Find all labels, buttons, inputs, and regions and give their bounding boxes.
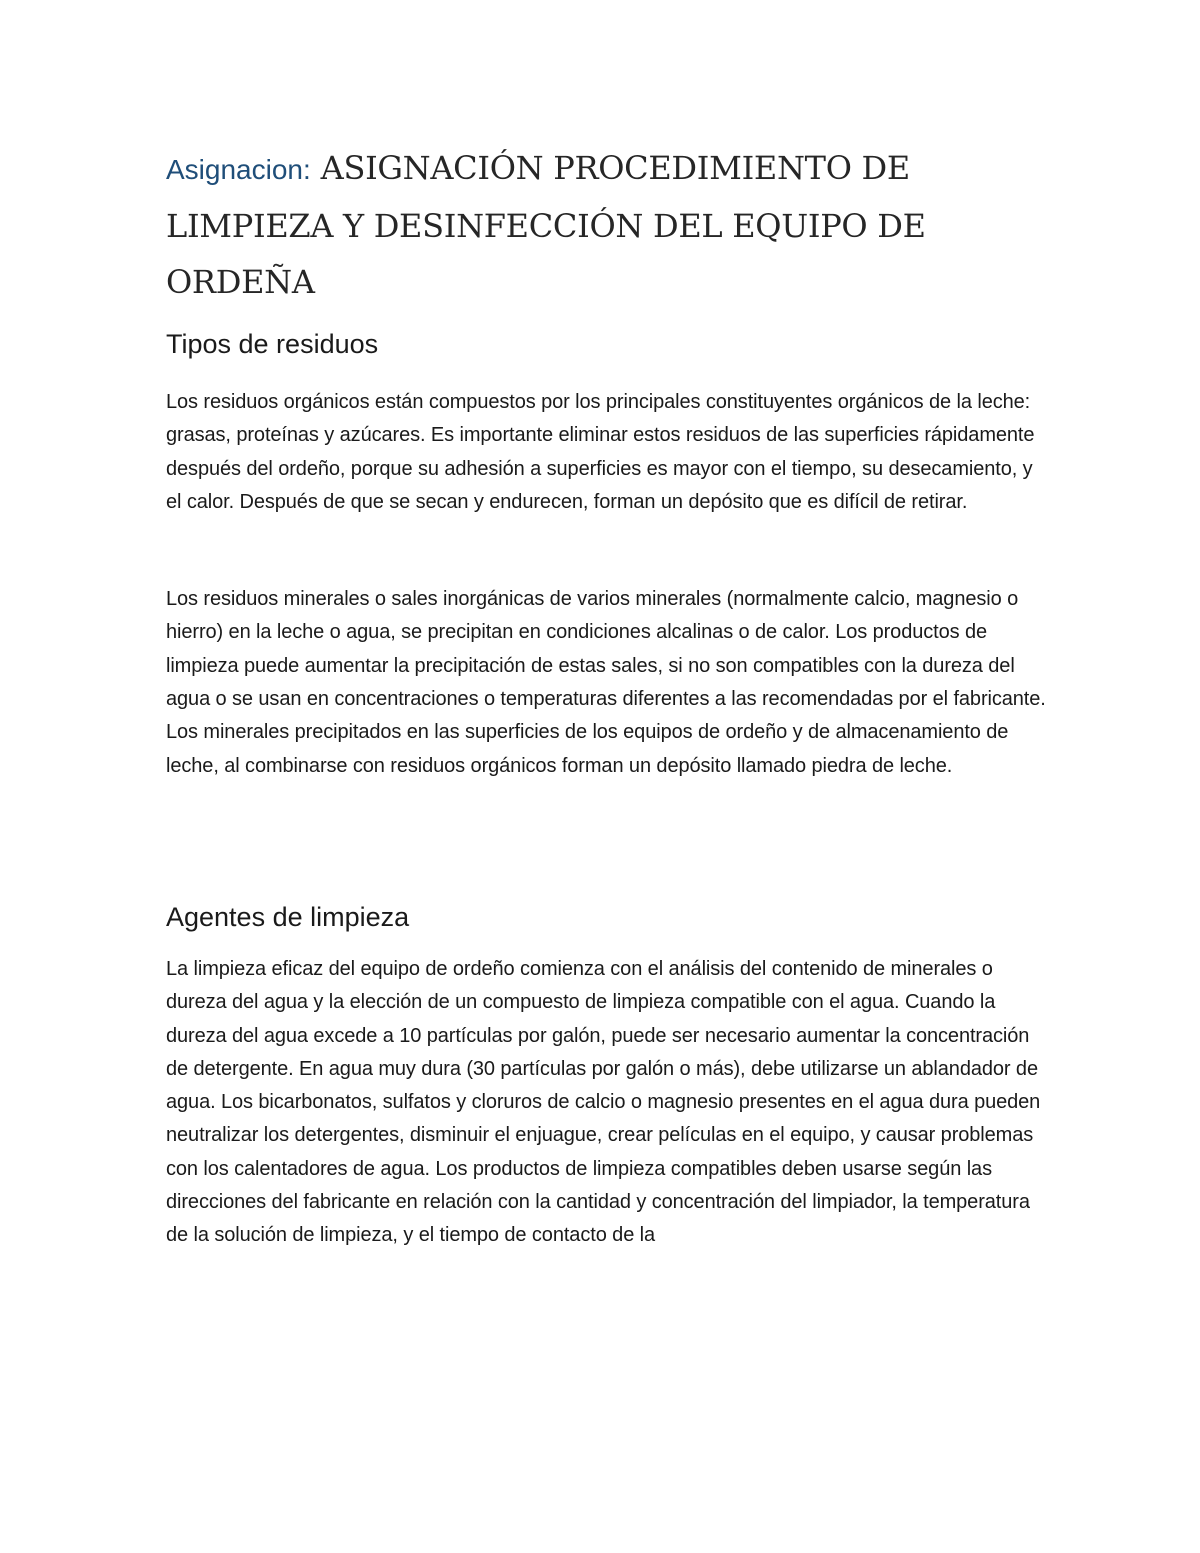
- document-title: [166, 140, 1046, 310]
- paragraph-residuos-minerales: Los residuos minerales o sales inorgánicas de varios minerales (normalmente calcio, magnesio o hierro) en la leche o agua, se precipitan en condiciones alcalinas o de calor. Los productos de limpieza puede aumentar la precipitación de estas sales, si no son compatibles con la dureza del agua o se usan en concentraciones o temperaturas diferentes a las recomendadas por el fabricante. Los minerales precipitados en las superficies de los equipos de ordeño y de almacenamiento de leche, al combinarse con residuos orgánicos forman un depósito llamado piedra de leche.: [166, 588, 1046, 777]
- paragraph-agentes-de-limpieza: La limpieza eficaz del equipo de ordeño comienza con el análisis del contenido de minerales o dureza del agua y la elección de un compuesto de limpieza compatible con el agua. Cuando la dureza del agua excede a 10 partículas por galón, puede ser necesario aumentar la concentración de detergente. En agua muy dura (30 partículas por galón o más), debe utilizarse un ablandador de agua. Los bicarbonatos, sulfatos y cloruros de calcio o magnesio presentes en el agua dura pueden neutralizar los detergentes, disminuir el enjuague, crear películas en el equipo, y causar problemas con los calentadores de agua. Los productos de limpieza compatibles deben usarse según las direcciones del fabricante en relación con la cantidad y concentración del limpiador, la temperatura de la solución de limpieza, y el tiempo de contacto de la: [166, 957, 1041, 1247]
- section-heading-agentes-de-limpieza: Agentes de limpieza: [166, 901, 410, 932]
- title-text: ASIGNACIÓN PROCEDIMIENTO DE LIMPIEZA Y DESINFECCIÓN DEL EQUIPO DE ORDEÑA: [166, 149, 926, 301]
- document-body: [166, 140, 1046, 1253]
- title-label: Asignacion:: [166, 154, 311, 185]
- section-heading-tipos-de-residuos: Tipos de residuos: [166, 329, 379, 359]
- paragraph-residuos-organicos: Los residuos orgánicos están compuestos por los principales constituyentes orgánicos de la leche: grasas, proteínas y azúcares. Es importante eliminar estos residuos de las superficies rápidamente después del ordeño, porque su adhesión a superficies es mayor con el tiempo, su desecamiento, y el calor. Después de que se secan y endurecen, forman un depósito que es difícil de retirar.: [166, 391, 1035, 513]
